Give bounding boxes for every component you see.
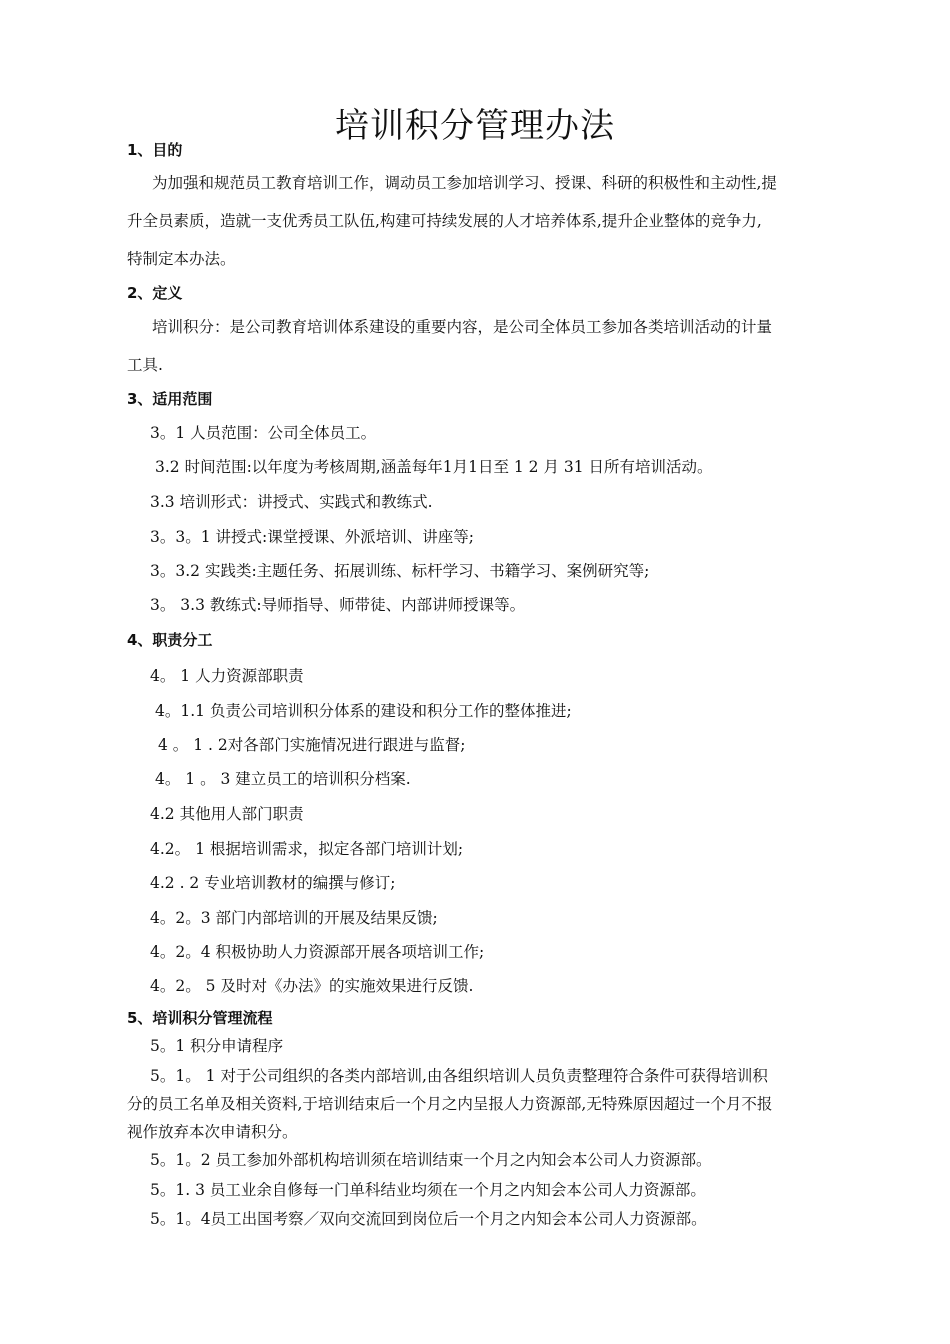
section-heading: 2、定义 [127, 284, 183, 302]
body-line: 工具. [127, 356, 163, 374]
section-heading: 5、培训积分管理流程 [127, 1009, 273, 1027]
body-line: 5。1。2 员工参加外部机构培训须在培训结束一个月之内知会本公司人力资源部。 [150, 1151, 712, 1169]
body-line: 4。 1 人力资源部职责 [150, 667, 304, 685]
body-line: 4.2 . 2 专业培训教材的编撰与修订; [150, 874, 396, 892]
body-line: 4。2。3 部门内部培训的开展及结果反馈; [150, 909, 438, 927]
body-line: 3。1 人员范围：公司全体员工。 [150, 424, 377, 442]
body-line: 5。1. 3 员工业余自修每一门单科结业均须在一个月之内知会本公司人力资源部。 [150, 1181, 706, 1199]
body-line: 3。 3.3 教练式:导师指导、师带徒、内部讲师授课等。 [150, 596, 526, 614]
body-line: 4。2。 5 及时对《办法》的实施效果进行反馈. [150, 977, 474, 995]
body-line: 5。1。 1 对于公司组织的各类内部培训,由各组织培训人员负责整理符合条件可获得培训积 [150, 1067, 768, 1085]
section-heading: 3、适用范围 [127, 390, 213, 408]
section-heading: 1、目的 [127, 141, 183, 159]
body-line: 3.2 时间范围:以年度为考核周期,涵盖每年1月1日至 1 2 月 31 日所有培训活动。 [155, 458, 713, 476]
body-line: 4.2。 1 根据培训需求，拟定各部门培训计划; [150, 840, 464, 858]
body-line: 4 。 1 . 2对各部门实施情况进行跟进与监督; [158, 736, 466, 754]
body-line: 分的员工名单及相关资料,于培训结束后一个月之内呈报人力资源部,无特殊原因超过一个月不报 [127, 1095, 773, 1113]
body-line: 5。1 积分申请程序 [150, 1037, 284, 1055]
body-line: 4。1.1 负责公司培训积分体系的建设和积分工作的整体推进; [155, 702, 572, 720]
body-line: 4。 1 。 3 建立员工的培训积分档案. [155, 770, 411, 788]
body-line: 4.2 其他用人部门职责 [150, 805, 304, 823]
body-line: 为加强和规范员工教育培训工作，调动员工参加培训学习、授课、科研的积极性和主动性,提 [152, 174, 777, 192]
body-line: 视作放弃本次申请积分。 [127, 1123, 298, 1141]
body-line: 4。2。4 积极协助人力资源部开展各项培训工作; [150, 943, 485, 961]
body-line: 培训积分：是公司教育培训体系建设的重要内容，是公司全体员工参加各类培训活动的计量 [152, 318, 773, 336]
body-line: 5。1。4员工出国考察／双向交流回到岗位后一个月之内知会本公司人力资源部。 [150, 1210, 707, 1228]
document-title: 培训积分管理办法 [335, 106, 615, 146]
body-line: 3。3。1 讲授式:课堂授课、外派培训、讲座等; [150, 528, 474, 546]
body-line: 特制定本办法。 [127, 250, 236, 268]
body-line: 3.3 培训形式：讲授式、实践式和教练式. [150, 493, 433, 511]
body-line: 3。3.2 实践类:主题任务、拓展训练、标杆学习、书籍学习、案例研究等; [150, 562, 650, 580]
body-line: 升全员素质，造就一支优秀员工队伍,构建可持续发展的人才培养体系,提升企业整体的竞争力, [127, 212, 762, 230]
section-heading: 4、职责分工 [127, 631, 213, 649]
